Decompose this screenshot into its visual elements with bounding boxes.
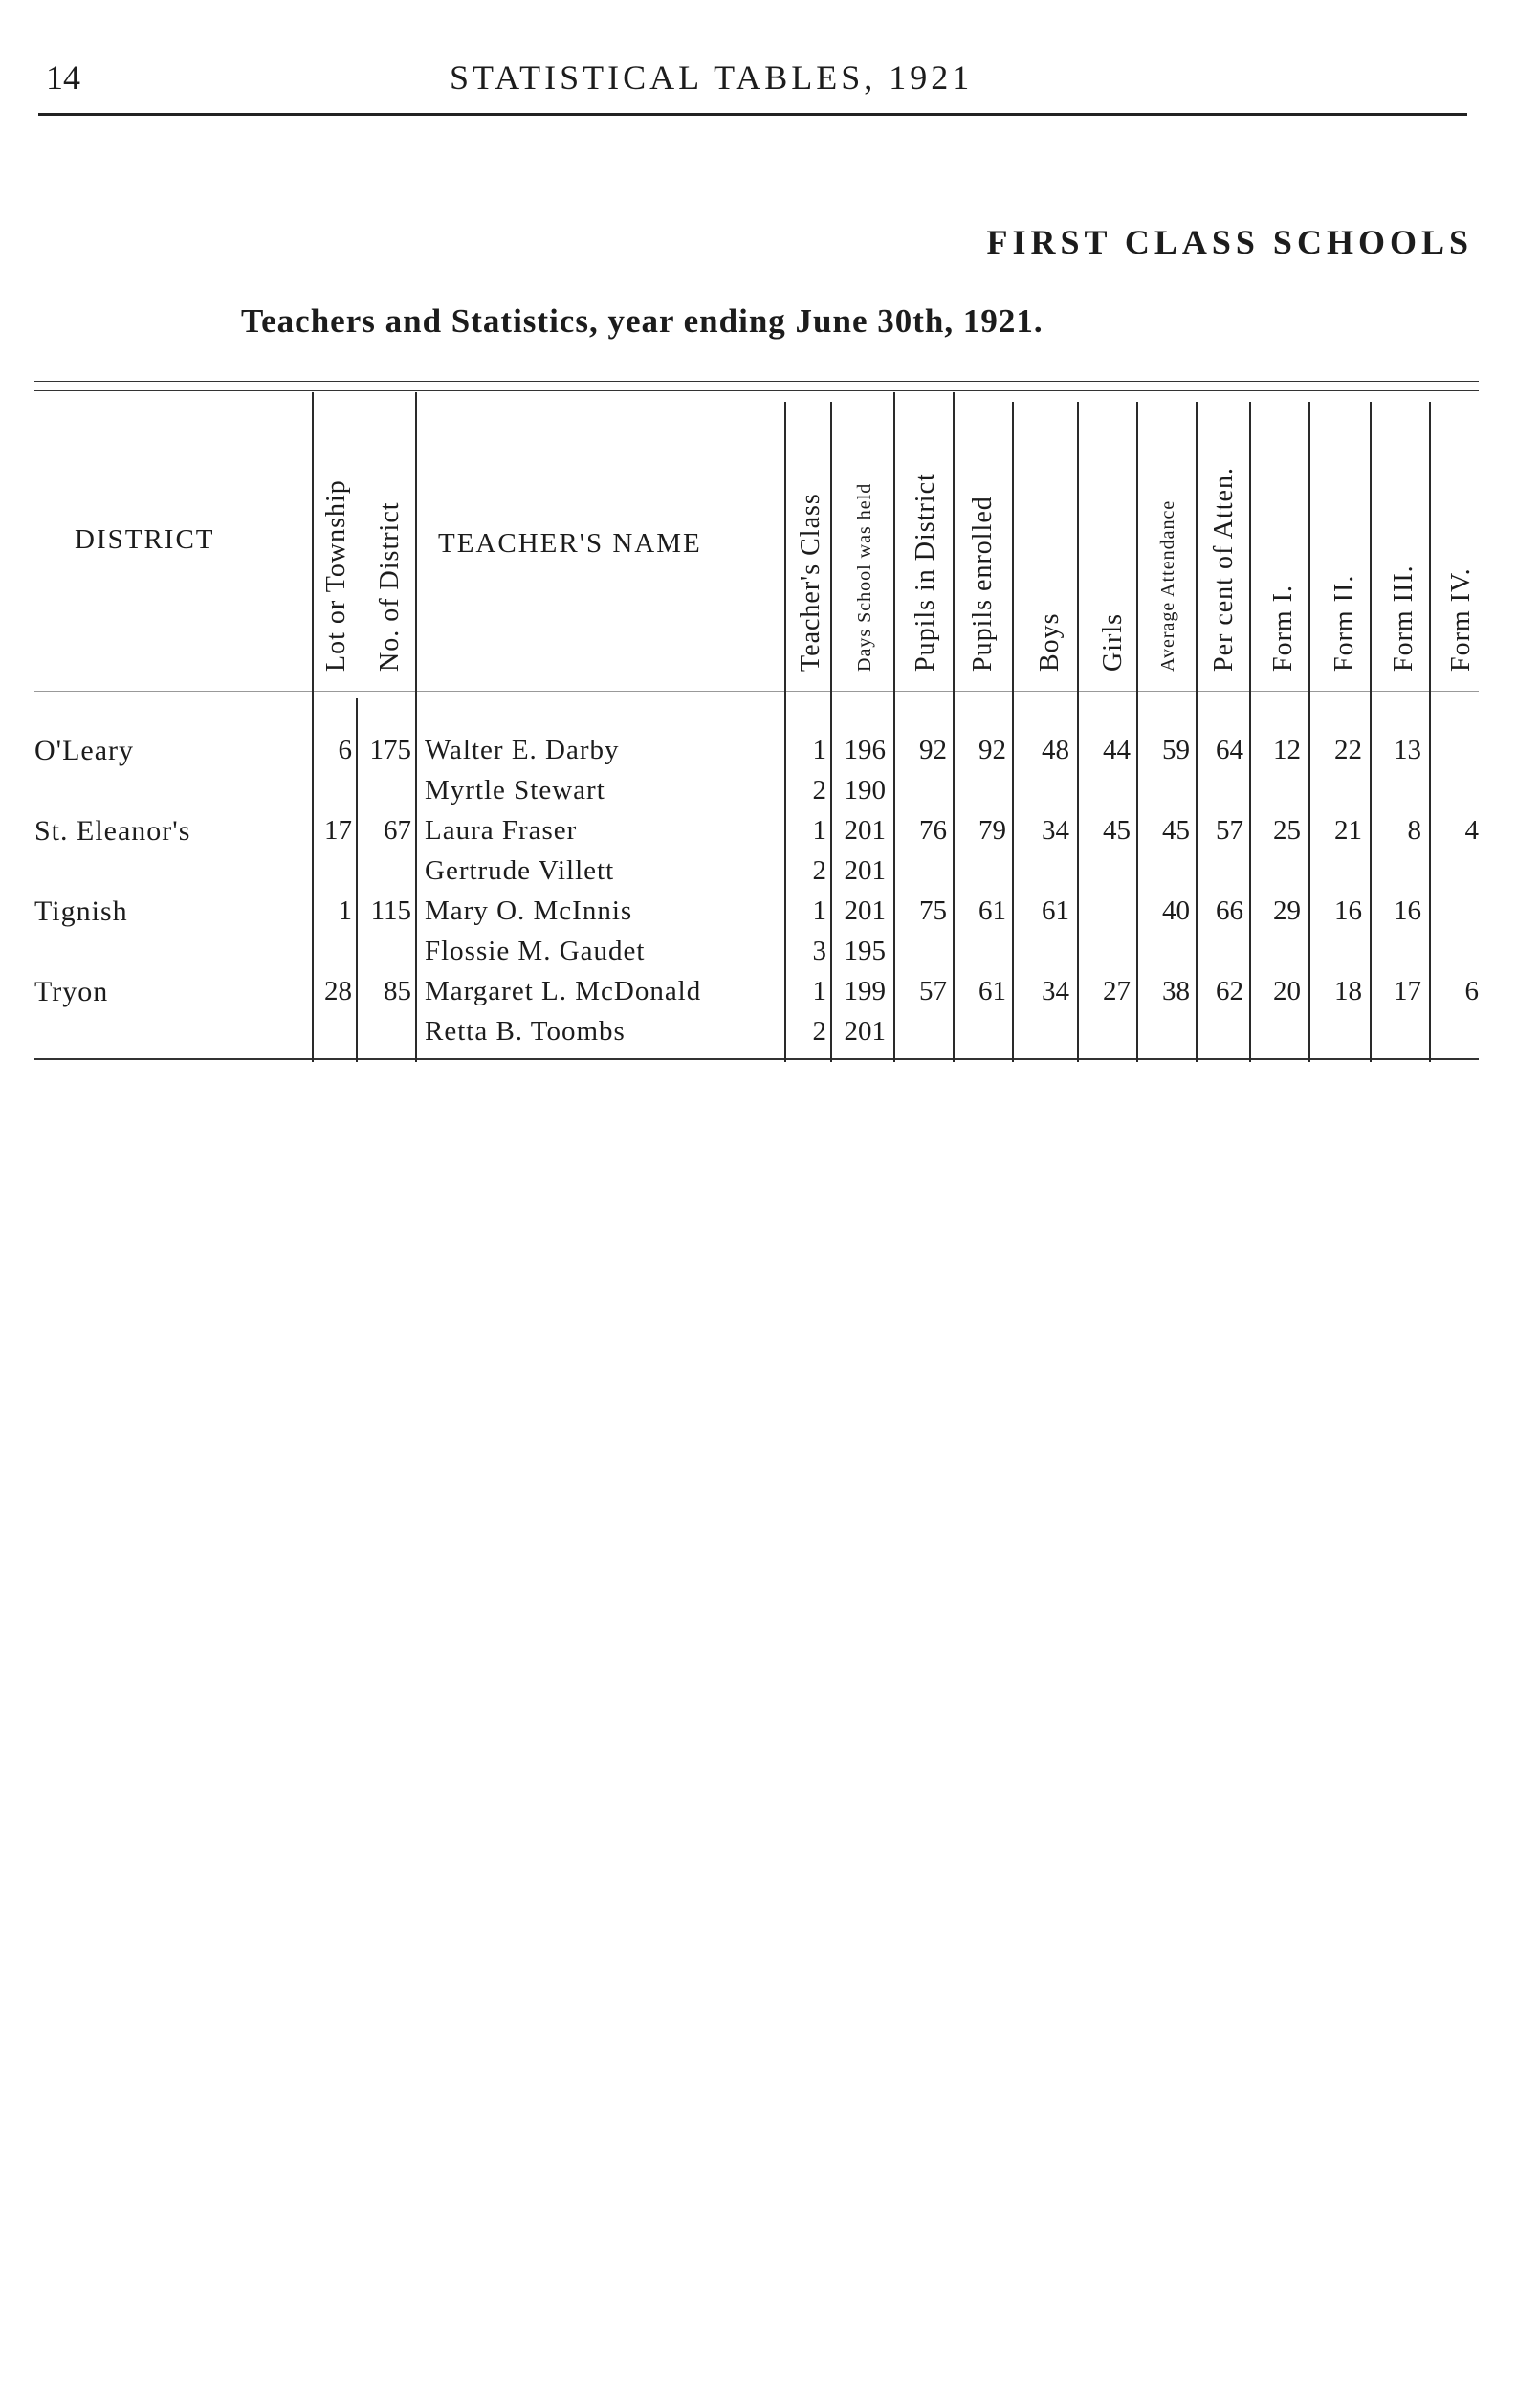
cell-lot: 6 <box>338 735 352 765</box>
cell-district-number: 175 <box>369 735 411 765</box>
cell-form-1: 25 <box>1273 815 1301 846</box>
table-row <box>0 895 1517 936</box>
table-row <box>0 735 1517 775</box>
cell-form-3: 17 <box>1394 976 1421 1006</box>
running-head <box>38 55 1467 116</box>
cell-teacher-name: Flossie M. Gaudet <box>425 936 646 966</box>
cell-teacher-name: Gertrude Villett <box>425 855 615 886</box>
cell-form-2: 18 <box>1334 976 1362 1006</box>
cell-average-attendance: 59 <box>1162 735 1190 765</box>
table-row <box>0 775 1517 815</box>
cell-boys: 61 <box>1042 895 1069 926</box>
cell-teacher-class: 2 <box>812 1016 826 1047</box>
cell-percent-attendance: 57 <box>1216 815 1243 846</box>
table-bottom-rule <box>34 1058 1479 1060</box>
cell-boys: 34 <box>1042 815 1069 846</box>
cell-percent-attendance: 64 <box>1216 735 1243 765</box>
col-header-form-2: Form II. <box>1330 574 1359 672</box>
cell-pupils-in-district: 92 <box>919 735 947 765</box>
cell-teacher-name: Laura Fraser <box>425 815 578 846</box>
header-bottom-rule <box>34 691 1479 692</box>
table-top-rule-inner <box>34 390 1479 391</box>
cell-pupils-in-district: 75 <box>919 895 947 926</box>
cell-form-3: 16 <box>1394 895 1421 926</box>
page-number: 14 <box>46 58 80 97</box>
cell-days-held: 199 <box>844 976 886 1006</box>
cell-teacher-name: Myrtle Stewart <box>425 775 605 806</box>
cell-teacher-name: Retta B. Toombs <box>425 1016 626 1047</box>
cell-form-3: 8 <box>1407 815 1421 846</box>
col-header-form-1: Form I. <box>1268 585 1298 672</box>
cell-days-held: 201 <box>844 895 886 926</box>
cell-teacher-class: 1 <box>812 735 826 765</box>
cell-district-number: 115 <box>370 895 411 926</box>
cell-teacher-name: Margaret L. McDonald <box>425 976 702 1006</box>
cell-teacher-name: Walter E. Darby <box>425 735 620 765</box>
cell-form-2: 22 <box>1334 735 1362 765</box>
cell-lot: 1 <box>338 895 352 926</box>
cell-percent-attendance: 62 <box>1216 976 1243 1006</box>
cell-form-4: 4 <box>1464 815 1479 846</box>
cell-pupils-enrolled: 61 <box>978 976 1006 1006</box>
cell-days-held: 196 <box>844 735 886 765</box>
col-header-teacher-class: Teacher's Class <box>796 493 825 672</box>
col-header-lot: Lot or Township <box>321 479 351 672</box>
cell-pupils-enrolled: 92 <box>978 735 1006 765</box>
cell-days-held: 201 <box>844 855 886 886</box>
cell-teacher-name: Mary O. McInnis <box>425 895 633 926</box>
col-header-district: DISTRICT <box>75 524 215 555</box>
col-header-boys: Boys <box>1035 612 1065 672</box>
cell-girls: 45 <box>1103 815 1131 846</box>
cell-girls: 44 <box>1103 735 1131 765</box>
cell-district: Tryon <box>34 976 109 1007</box>
cell-average-attendance: 45 <box>1162 815 1190 846</box>
cell-form-1: 20 <box>1273 976 1301 1006</box>
cell-girls: 27 <box>1103 976 1131 1006</box>
table-top-rule <box>34 381 1479 382</box>
cell-boys: 48 <box>1042 735 1069 765</box>
cell-lot: 17 <box>324 815 352 846</box>
cell-form-4: 6 <box>1464 976 1479 1006</box>
col-header-no-district: No. of District <box>375 501 405 672</box>
col-header-girls: Girls <box>1098 613 1128 672</box>
cell-lot: 28 <box>324 976 352 1006</box>
cell-teacher-class: 1 <box>812 815 826 846</box>
cell-district-number: 67 <box>384 815 411 846</box>
cell-district: Tignish <box>34 895 128 927</box>
cell-days-held: 201 <box>844 1016 886 1047</box>
table-row <box>0 855 1517 895</box>
col-header-average-attendance: Average Attendance <box>1157 499 1178 672</box>
running-title: STATISTICAL TABLES, 1921 <box>450 58 974 97</box>
cell-teacher-class: 3 <box>812 936 826 966</box>
cell-form-1: 12 <box>1273 735 1301 765</box>
cell-boys: 34 <box>1042 976 1069 1006</box>
section-title: FIRST CLASS SCHOOLS <box>986 223 1473 261</box>
col-header-pupils-district: Pupils in District <box>911 473 940 672</box>
col-header-percent-attendance: Per cent of Atten. <box>1209 467 1239 672</box>
cell-teacher-class: 2 <box>812 855 826 886</box>
cell-pupils-enrolled: 79 <box>978 815 1006 846</box>
cell-days-held: 195 <box>844 936 886 966</box>
cell-district: St. Eleanor's <box>34 815 191 847</box>
cell-district-number: 85 <box>384 976 411 1006</box>
cell-pupils-in-district: 76 <box>919 815 947 846</box>
cell-days-held: 190 <box>844 775 886 806</box>
col-header-form-3: Form III. <box>1389 564 1418 672</box>
cell-form-2: 16 <box>1334 895 1362 926</box>
cell-form-3: 13 <box>1394 735 1421 765</box>
cell-form-2: 21 <box>1334 815 1362 846</box>
table-row <box>0 815 1517 855</box>
col-header-pupils-enrolled: Pupils enrolled <box>968 496 998 672</box>
col-header-teacher: TEACHER'S NAME <box>438 528 702 559</box>
cell-form-1: 29 <box>1273 895 1301 926</box>
cell-pupils-enrolled: 61 <box>978 895 1006 926</box>
cell-percent-attendance: 66 <box>1216 895 1243 926</box>
col-header-form-4: Form IV. <box>1446 567 1476 672</box>
cell-pupils-in-district: 57 <box>919 976 947 1006</box>
col-header-days: Days School was held <box>854 482 875 672</box>
table-row <box>0 1016 1517 1056</box>
cell-teacher-class: 1 <box>812 976 826 1006</box>
table-row <box>0 976 1517 1016</box>
table-subtitle: Teachers and Statistics, year ending June 30th, 1921. <box>241 302 1044 340</box>
cell-average-attendance: 38 <box>1162 976 1190 1006</box>
cell-days-held: 201 <box>844 815 886 846</box>
table-row <box>0 936 1517 976</box>
cell-district: O'Leary <box>34 735 135 766</box>
cell-teacher-class: 2 <box>812 775 826 806</box>
cell-teacher-class: 1 <box>812 895 826 926</box>
cell-average-attendance: 40 <box>1162 895 1190 926</box>
